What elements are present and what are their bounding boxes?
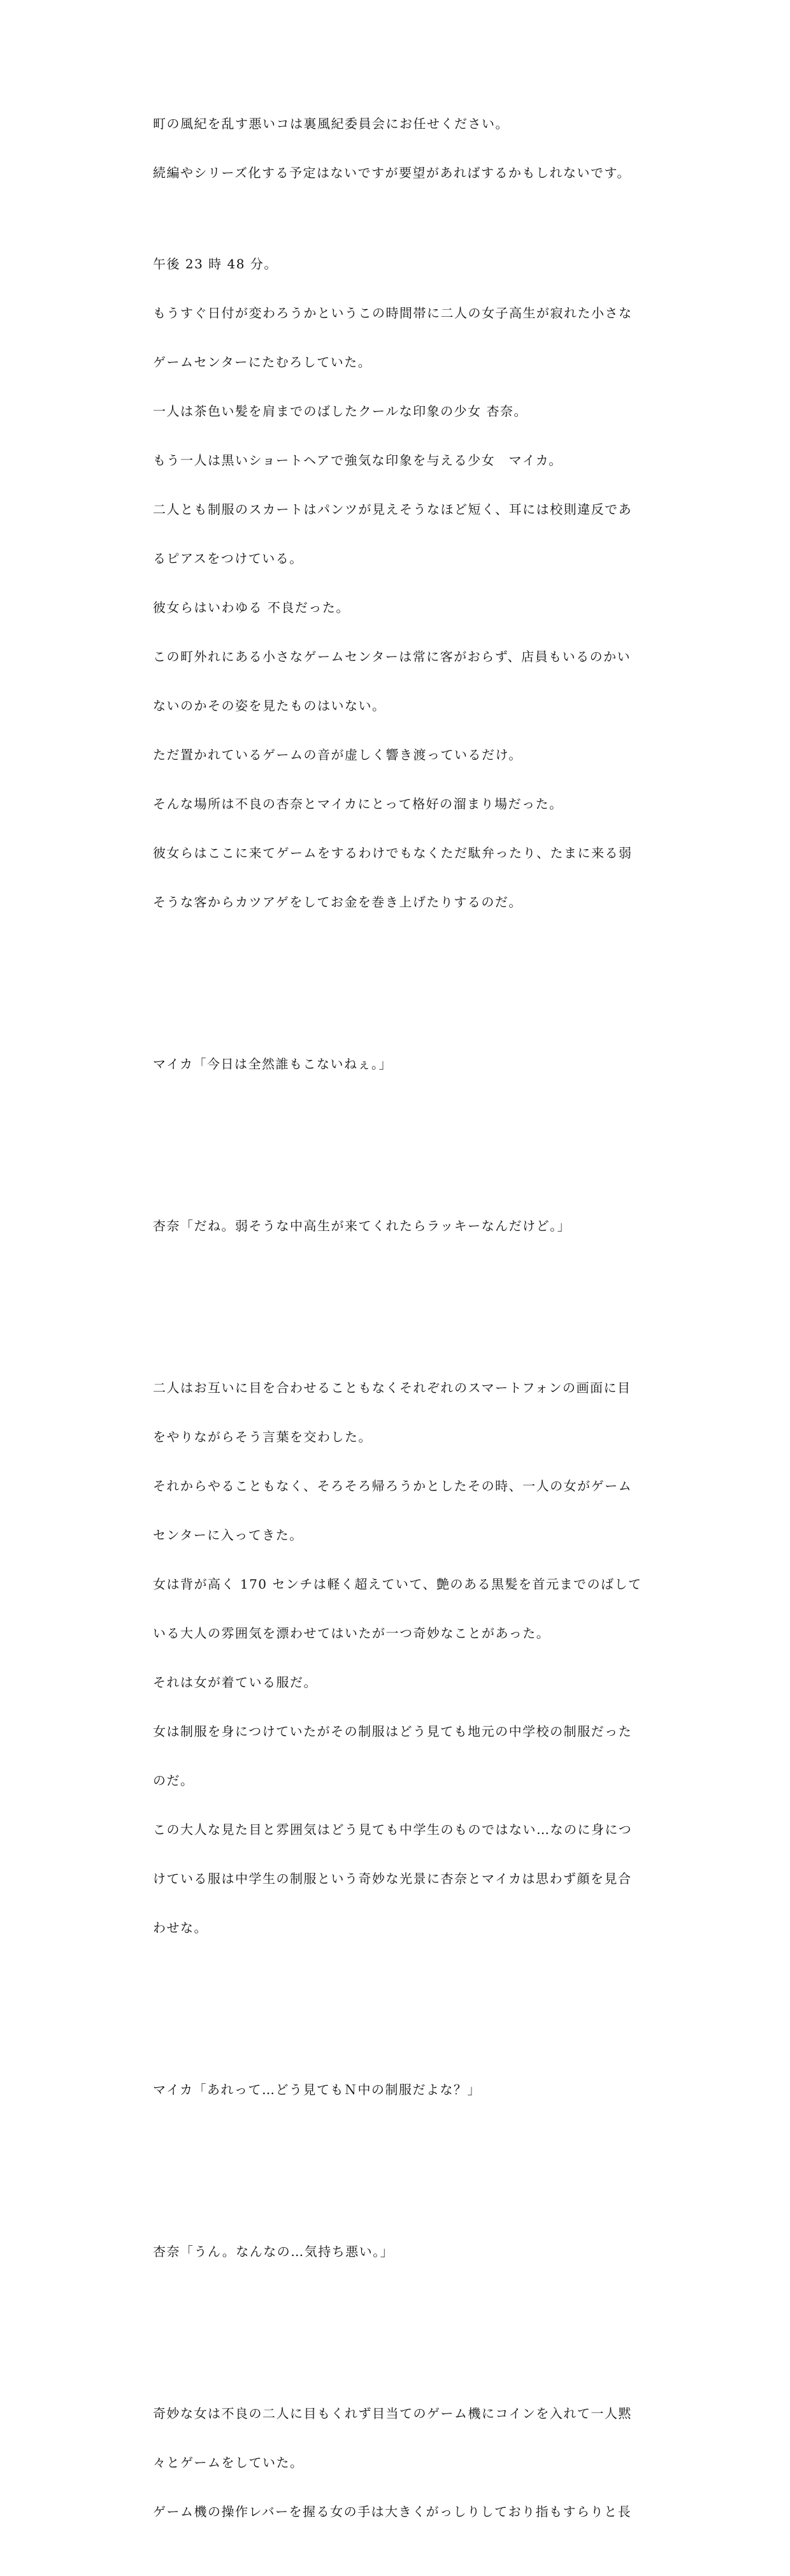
dialogue-line: マイカ「今日は全然誰もこないねぇ。」: [153, 1056, 392, 1072]
text-line: 彼女らはいわゆる 不良だった。: [153, 600, 350, 615]
text-line: そんな場所は不良の杏奈とマイカにとって格好の溜まり場だった。: [153, 796, 563, 811]
text-line: 彼女らはここに来てゲームをするわけでもなくただ駄弁ったり、たまに来る弱: [153, 845, 633, 861]
dialogue-paragraph: [153, 1027, 650, 1102]
text-line: この町外れにある小さなゲームセンターは常に客がおらず、店員もいるのかい: [153, 649, 631, 664]
text-line: 二人はお互いに目を合わせることもなくそれぞれのスマートフォンの画面に目: [153, 1380, 631, 1395]
text-line: ゲームセンターにたむろしていた。: [153, 354, 372, 370]
text-line: もうすぐ日付が変わろうかというこの時間帯に二人の女子高生が寂れた小さな: [153, 305, 633, 321]
dialogue-line: マイカ「あれって…どう見てもＮ中の制服だよな？」: [153, 2082, 481, 2097]
intro-block: [153, 87, 650, 210]
text-line: ゲーム機の操作レバーを握る女の手は大きくがっしりしており指もすらりと長: [153, 2504, 632, 2519]
text-line: それは女が着ている服だ。: [153, 1675, 317, 1690]
text-line: 女は制服を身につけていたがその制服はどう見ても地元の中学校の制服だった: [153, 1724, 633, 1739]
dialogue-paragraph: [153, 1189, 650, 1263]
text-line: 々とゲームをしていた。: [153, 2455, 304, 2470]
paragraph-gap: [153, 1991, 650, 2014]
text-line: それからやることもなく、そろそろ帰ろうかとしたその時、一人の女がゲーム: [153, 1478, 633, 1494]
narration-paragraph: [153, 227, 650, 940]
text-line: この大人な見た目と雰囲気はどう見ても中学生のものではない…なのに身につ: [153, 1822, 633, 1837]
text-line: をやりながらそう言葉を交わした。: [153, 1429, 372, 1444]
text-line: ないのかその姿を見たものはいない。: [153, 698, 386, 713]
dialogue-paragraph: [153, 2215, 650, 2289]
text-line: 奇妙な女は不良の二人に目もくれず目当てのゲーム機にコインを入れて一人黙: [153, 2406, 632, 2421]
dialogue-paragraph: [153, 2053, 650, 2127]
intro-line: 町の風紀を乱す悪いコは裏風紀委員会にお任せください。: [153, 116, 509, 131]
dialogue-line: 杏奈「うん。なんなの…気持ち悪い。」: [153, 2244, 394, 2259]
dialogue-line: 杏奈「だね。弱そうな中高生が来てくれたらラッキーなんだけど。」: [153, 1218, 571, 1233]
text-line: けている服は中学生の制服という奇妙な光景に杏奈とマイカは思わず顔を見合: [153, 1871, 632, 1886]
text-line: もう一人は黒いショートヘアで強気な印象を与える少女 マイカ。: [153, 453, 563, 468]
text-line: 一人は茶色い髪を肩までのばしたクールな印象の少女 杏奈。: [153, 404, 528, 419]
narration-paragraph: [153, 2376, 650, 2549]
text-line: 午後 23 時 48 分。: [153, 256, 278, 272]
text-line: 二人とも制服のスカートはパンツが見えそうなほど短く、耳には校則違反であ: [153, 502, 633, 517]
text-line: のだ。: [153, 1773, 194, 1788]
paragraph-gap: [153, 965, 650, 989]
text-line: いる大人の雰囲気を漂わせてはいたが一つ奇妙なことがあった。: [153, 1626, 550, 1641]
text-line: そうな客からカツアゲをしてお金を巻き上げたりするのだ。: [153, 894, 522, 910]
paragraph-gap: [153, 2153, 650, 2176]
intro-line: 続編やシリーズ化する予定はないですが要望があればするかもしれないです。: [153, 165, 631, 180]
text-line: るピアスをつけている。: [153, 551, 303, 566]
text-line: 女は背が高く 170 センチは軽く超えていて、艶のある黒髪を首元までのばして: [153, 1576, 642, 1592]
story-block: [153, 201, 650, 2575]
narration-paragraph: [153, 1351, 650, 1965]
paragraph-gap: [153, 1289, 650, 1313]
text-line: センターに入ってきた。: [153, 1527, 303, 1543]
text-line: ただ置かれているゲームの音が虚しく響き渡っているだけ。: [153, 747, 522, 762]
paragraph-gap: [153, 2315, 650, 2338]
paragraph-gap: [153, 1127, 650, 1151]
text-line: わせな。: [153, 1920, 208, 1935]
